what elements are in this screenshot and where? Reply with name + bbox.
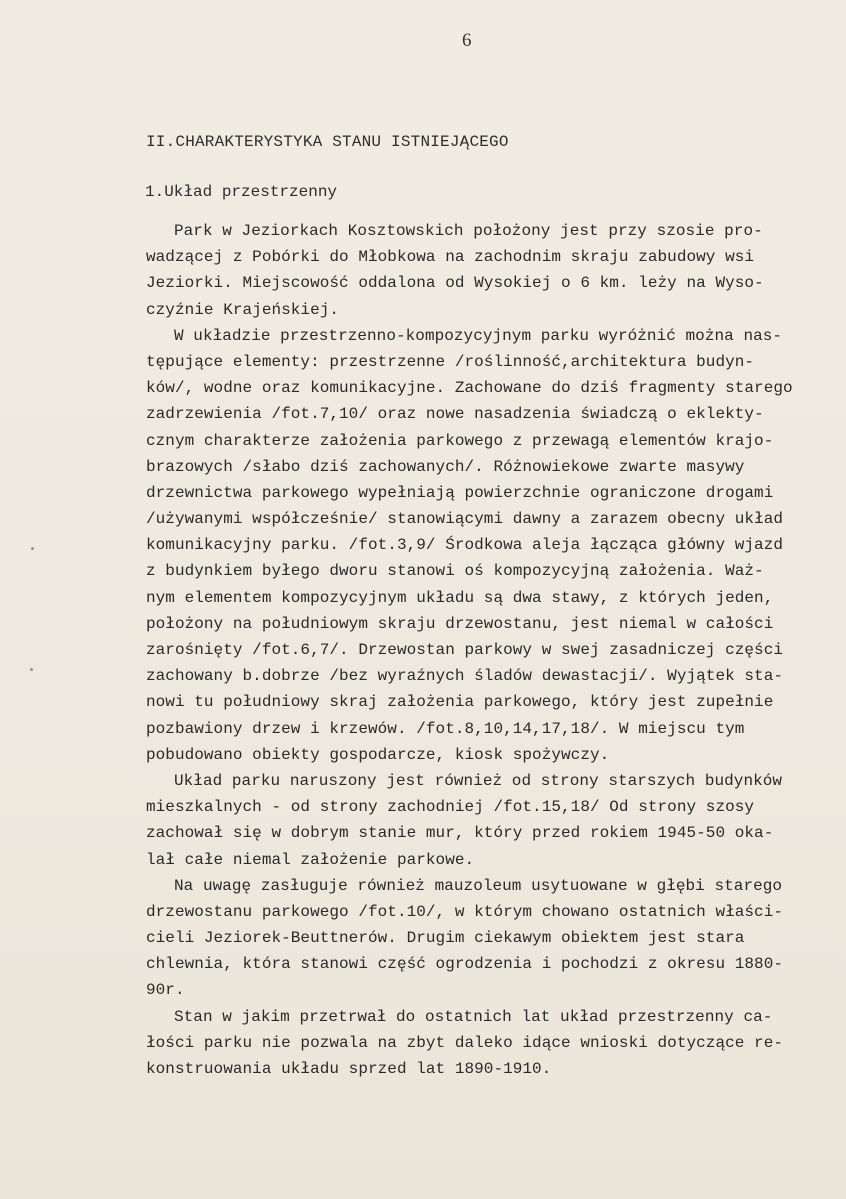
text-line: cieli Jeziorek-Beuttnerów. Drugim ciekawym obiektem jest stara [146, 929, 745, 948]
subsection-heading: 1.Układ przestrzenny [145, 183, 338, 201]
text-line: lał całe niemal założenie parkowe. [146, 850, 475, 869]
text-line: chlewnia, która stanowi część ogrodzenia i pochodzi z okresu 1880- [146, 955, 784, 974]
text-line: mieszkalnych - od strony zachodniej /fot.15,18/ Od strony szosy [146, 798, 755, 817]
text-line: nym elementem kompozycyjnym układu są dwa stawy, z których jeden, [146, 588, 774, 607]
text-line: ków/, wodne oraz komunikacyjne. Zachowane do dziś fragmenty starego [146, 379, 793, 398]
text-line: pozbawiony drzew i krzewów. /fot.8,10,14,17,18/. W miejscu tym [146, 719, 745, 738]
text-line: Na uwagę zasługuje również mauzoleum usytuowane w głębi starego [174, 876, 783, 895]
text-line: zarośnięty /fot.6,7/. Drzewostan parkowy w swej zasadniczej części [146, 641, 784, 659]
text-line: cznym charakterze założenia parkowego z przewagą elementów krajo- [146, 431, 774, 450]
text-line: czyźnie Krajeńskiej. [146, 300, 340, 319]
text-line: położony na południowym skraju drzewostanu, jest niemal w całości [146, 614, 774, 633]
text-line: z budynkiem byłego dworu stanowi oś kompozycyjną założenia. Waż- [146, 562, 764, 581]
text-line: wadzącej z Pobórki do Młobkowa na zachodnim skraju zabudowy wsi [146, 248, 755, 267]
section-heading: II.CHARAKTERYSTYKA STANU ISTNIEJĄCEGO [146, 133, 509, 151]
text-line: nowi tu południowy skraj założenia parkowego, który jest zupełnie [146, 693, 774, 712]
page-number: 6 [462, 30, 472, 51]
text-line: drzewostanu parkowego /fot.10/, w którym chowano ostatnich właści- [146, 902, 784, 921]
text-line: pobudowano obiekty gospodarcze, kiosk spożywczy. [146, 745, 610, 764]
text-line: Układ parku naruszony jest również od strony starszych budynków [174, 771, 783, 790]
text-line: W układzie przestrzenno-kompozycyjnym parku wyróżnić można nas- [174, 326, 783, 345]
text-line: komunikacyjny parku. /fot.3,9/ Środkowa aleja łącząca główny wjazd [146, 536, 784, 555]
text-line: łości parku nie pozwala na zbyt daleko idące wnioski dotyczące re- [146, 1033, 784, 1052]
body-text [146, 218, 816, 1082]
text-line: drzewnictwa parkowego wypełniają powierzchnie ograniczone drogami [146, 483, 774, 502]
margin-dot [31, 547, 34, 550]
text-line: zadrzewienia /fot.7,10/ oraz nowe nasadzenia świadczą o eklekty- [146, 405, 764, 424]
margin-dot [30, 668, 33, 671]
text-line: 90r. [146, 981, 185, 1000]
text-line: Stan w jakim przetrwał do ostatnich lat układ przestrzenny ca- [174, 1007, 773, 1026]
text-line: zachowany b.dobrze /bez wyraźnych śladów dewastacji/. Wyjątek sta- [146, 667, 784, 686]
text-line: zachował się w dobrym stanie mur, który przed rokiem 1945-50 oka- [146, 824, 774, 843]
text-line: /używanymi współcześnie/ stanowiącymi dawny a zarazem obecny układ [146, 510, 784, 529]
text-line: konstruowania układu sprzed lat 1890-1910. [146, 1060, 552, 1078]
text-line: Jeziorki. Miejscowość oddalona od Wysokiej o 6 km. leży na Wyso- [146, 274, 764, 293]
text-line: brazowych /słabo dziś zachowanych/. Różnowiekowe zwarte masywy [146, 457, 745, 476]
text-line: Park w Jeziorkach Kosztowskich położony jest przy szosie pro- [174, 222, 763, 240]
text-line: tępujące elementy: przestrzenne /roślinność,architektura budyn- [146, 352, 755, 371]
